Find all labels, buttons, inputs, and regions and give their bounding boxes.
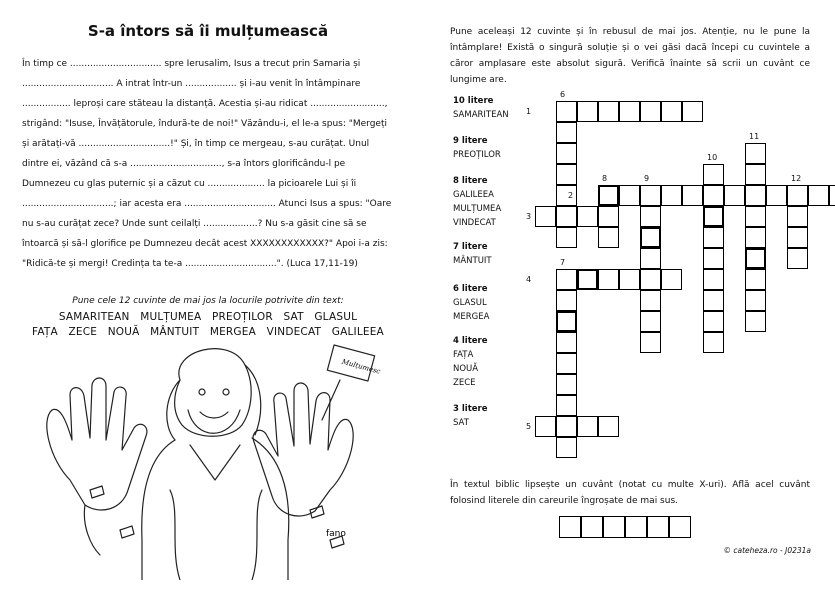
bible-passage — [22, 54, 394, 274]
clue-number: 4 — [526, 275, 532, 284]
crossword-cell[interactable] — [661, 185, 682, 206]
clue-number: 10 — [707, 153, 718, 162]
crossword-cell[interactable] — [703, 227, 724, 248]
clue-number: 9 — [644, 174, 650, 183]
group-word: SAMARITEAN — [453, 110, 509, 120]
crossword-cell[interactable] — [640, 311, 661, 332]
group-word: MULȚUMEA — [453, 204, 502, 214]
crossword-cell[interactable] — [661, 101, 682, 122]
artist-signature: fano — [326, 529, 346, 539]
passage-line: ................................ A intrat într-un .................. și i-au venit în întâmpinare — [22, 79, 361, 89]
jesus-illustration — [30, 340, 400, 580]
group-word: PREOȚILOR — [453, 150, 501, 160]
clue-number: 12 — [791, 174, 802, 183]
crossword-cell[interactable] — [577, 269, 598, 290]
crossword-cell[interactable] — [598, 416, 619, 437]
word-group — [453, 282, 489, 324]
group-heading: 6 litere — [453, 284, 488, 294]
group-heading: 3 litere — [453, 404, 488, 414]
crossword-cell[interactable] — [598, 206, 619, 227]
crossword-cell[interactable] — [556, 416, 577, 437]
crossword-cell[interactable] — [556, 311, 577, 332]
crossword-cell[interactable] — [577, 206, 598, 227]
crossword-cell[interactable] — [745, 227, 766, 248]
left-page — [22, 22, 394, 274]
crossword-cell[interactable] — [556, 143, 577, 164]
crossword-cell[interactable] — [640, 101, 661, 122]
crossword-cell[interactable] — [556, 290, 577, 311]
crossword-cell[interactable] — [640, 227, 661, 248]
crossword-cell[interactable] — [745, 164, 766, 185]
crossword-cell[interactable] — [787, 248, 808, 269]
crossword-cell[interactable] — [745, 185, 766, 206]
answer-box[interactable] — [581, 516, 603, 538]
word-bank-line: FAȚA ZECE NOUĂ MÂNTUIT MERGEA VINDECAT GALILEEA — [32, 326, 384, 338]
crossword-cell[interactable] — [703, 332, 724, 353]
crossword-cell[interactable] — [745, 311, 766, 332]
word-group — [453, 134, 501, 162]
crossword-cell[interactable] — [808, 185, 829, 206]
crossword-cell[interactable] — [745, 269, 766, 290]
group-heading: 9 litere — [453, 136, 488, 146]
hammer-label: Mulțumesc — [341, 357, 382, 376]
crossword-cell[interactable] — [661, 269, 682, 290]
group-word: MÂNTUIT — [453, 256, 492, 266]
crossword-cell[interactable] — [829, 185, 835, 206]
group-word: GLASUL — [453, 298, 487, 308]
group-word: ZECE — [453, 378, 476, 388]
crossword-cell[interactable] — [703, 311, 724, 332]
passage-line: În timp ce ................................ spre Ierusalim, Isus a trecut prin Samaria și — [22, 59, 361, 69]
passage-line: și arătați-vă ................................!" Și, în timp ce mergeau, s-au curățat. Unul — [22, 139, 370, 149]
crossword-cell[interactable] — [598, 101, 619, 122]
clue-number: 3 — [526, 212, 532, 221]
group-heading: 10 litere — [453, 96, 494, 106]
copyright-credit: © cateheza.ro - J0231a — [723, 546, 811, 555]
group-word: GALILEEA — [453, 190, 494, 200]
answer-box[interactable] — [669, 516, 691, 538]
crossword-cell[interactable] — [535, 206, 556, 227]
passage-line: nu s-au curățat zece? Unde sunt ceilalți ...................? Nu s-a găsit cine să se — [22, 219, 367, 229]
crossword-cell[interactable] — [766, 185, 787, 206]
passage-line: ................................; iar acesta era ................................ Atunci Isus a spus: "Oare — [22, 199, 392, 209]
crossword-cell[interactable] — [703, 248, 724, 269]
crossword-cell[interactable] — [703, 185, 724, 206]
clue-number: 8 — [602, 174, 608, 183]
crossword-cell[interactable] — [745, 206, 766, 227]
crossword-cell[interactable] — [598, 227, 619, 248]
crossword-cell[interactable] — [640, 269, 661, 290]
crossword-cell[interactable] — [556, 374, 577, 395]
crossword-cell[interactable] — [598, 185, 619, 206]
group-word: SAT — [453, 418, 469, 428]
group-word: FAȚA — [453, 350, 474, 360]
answer-box[interactable] — [603, 516, 625, 538]
clue-number: 11 — [749, 132, 760, 141]
hidden-word-instruction: În textul biblic lipsește un cuvânt (notat cu multe X-uri). Află acel cuvânt folosind literele din careurile îngroșate de mai sus. — [450, 480, 810, 506]
crossword-cell[interactable] — [556, 101, 577, 122]
word-group — [453, 334, 488, 390]
crossword-cell[interactable] — [787, 206, 808, 227]
crossword-cell[interactable] — [682, 101, 703, 122]
crossword-cell[interactable] — [577, 416, 598, 437]
crossword-cell[interactable] — [703, 206, 724, 227]
clue-number: 2 — [568, 191, 574, 200]
passage-line: "Ridică-te și mergi! Credința ta te-a ................................". (Luca 17,11-19) — [22, 259, 358, 269]
crossword-cell[interactable] — [640, 248, 661, 269]
passage-line: dintre ei, văzând că s-a ................................, s-a întors glorificându-l pe — [22, 159, 346, 169]
group-word: VINDECAT — [453, 218, 496, 228]
clue-number: 6 — [560, 90, 566, 99]
clue-number: 5 — [526, 422, 532, 431]
answer-box[interactable] — [625, 516, 647, 538]
crossword-cell[interactable] — [619, 269, 640, 290]
word-group — [453, 240, 492, 268]
crossword-cell[interactable] — [745, 290, 766, 311]
crossword-cell[interactable] — [535, 416, 556, 437]
crossword-cell[interactable] — [556, 269, 577, 290]
answer-box[interactable] — [559, 516, 581, 538]
crossword-cell[interactable] — [598, 269, 619, 290]
crossword-cell[interactable] — [556, 122, 577, 143]
group-heading: 7 litere — [453, 242, 488, 252]
crossword-cell[interactable] — [703, 290, 724, 311]
crossword-cell[interactable] — [556, 185, 577, 206]
crossword-cell[interactable] — [556, 332, 577, 353]
crossword-cell[interactable] — [787, 185, 808, 206]
crossword-cell[interactable] — [703, 164, 724, 185]
crossword-cell[interactable] — [556, 164, 577, 185]
crossword-cell[interactable] — [640, 206, 661, 227]
passage-line: Dumnezeu cu glas puternic și a căzut cu .................... la picioarele Lui și îi — [22, 179, 357, 189]
answer-box[interactable] — [647, 516, 669, 538]
worksheet-title: S-a întors să îi mulțumească — [87, 22, 329, 40]
crossword-cell[interactable] — [556, 353, 577, 374]
crossword-cell[interactable] — [787, 227, 808, 248]
clue-number: 1 — [526, 107, 532, 116]
passage-line: întoarcă și să-l glorifice pe Dumnezeu decât acest XXXXXXXXXXXX?" Apoi i-a zis: — [22, 239, 388, 249]
word-bank-line: SAMARITEAN MULȚUMEA PREOȚILOR SAT GLASUL — [58, 311, 358, 323]
passage-line: strigând: "Isuse, Învățătorule, îndură-te de noi!" Văzându-i, el le-a spus: "Mergeți — [22, 119, 387, 129]
crossword-cell[interactable] — [556, 206, 577, 227]
group-word: NOUĂ — [453, 364, 479, 374]
crossword-cell[interactable] — [703, 269, 724, 290]
crossword-cell[interactable] — [556, 395, 577, 416]
passage-line: ................. leproși care stăteau la distanță. Acestia și-au ridicat .........................., — [22, 99, 388, 109]
group-heading: 8 litere — [453, 176, 488, 186]
word-group — [453, 174, 501, 230]
crossword-cell[interactable] — [556, 437, 577, 458]
crossword-cell[interactable] — [640, 290, 661, 311]
group-word: MERGEA — [453, 312, 490, 322]
crossword-cell[interactable] — [745, 248, 766, 269]
word-group — [453, 94, 509, 122]
crossword-cell[interactable] — [577, 101, 598, 122]
word-group — [453, 402, 488, 430]
crossword-cell[interactable] — [682, 185, 703, 206]
crossword-cell[interactable] — [640, 332, 661, 353]
crossword-cell[interactable] — [619, 101, 640, 122]
clue-number: 7 — [560, 258, 566, 267]
crossword-cell[interactable] — [640, 185, 661, 206]
word-bank-instruction: Pune cele 12 cuvinte de mai jos la locurile potrivite din text: — [72, 296, 344, 306]
crossword-cell[interactable] — [556, 227, 577, 248]
crossword-cell[interactable] — [724, 185, 745, 206]
crossword-cell[interactable] — [745, 143, 766, 164]
group-heading: 4 litere — [453, 336, 488, 346]
crossword-cell[interactable] — [619, 185, 640, 206]
crossword-instructions: Pune aceleași 12 cuvinte și în rebusul de mai jos. Atenție, nu le pune la întâmplare! Există o singură soluție și o vei găsi dacă începi cu cuvintele a căror amplasare este absolut sigură. Verifică înainte să scrii un cuvânt ce lungime are. — [450, 27, 810, 85]
